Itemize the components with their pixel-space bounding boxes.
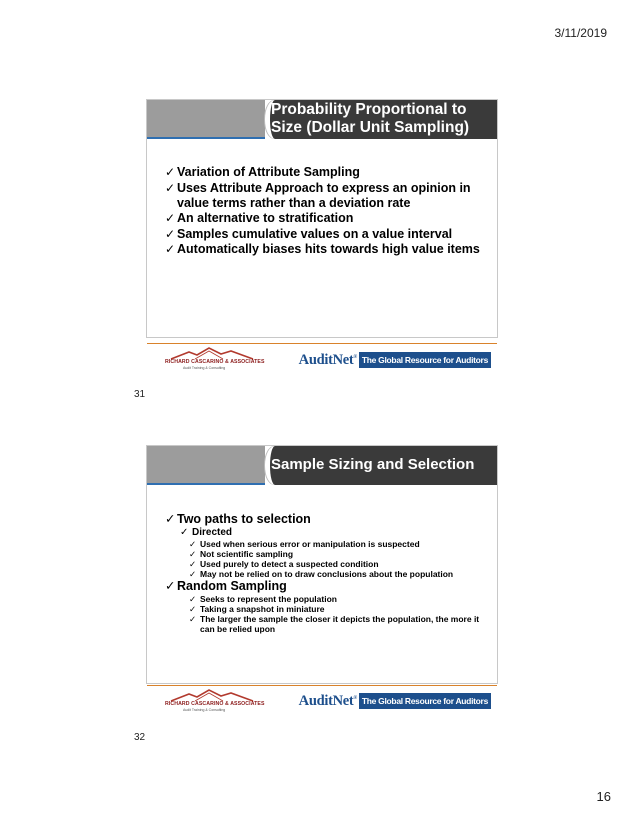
check-icon: ✓	[165, 226, 176, 241]
slide-31	[146, 99, 498, 370]
auditnet-logo	[299, 691, 491, 711]
auditnet-brand: AuditNet®	[298, 351, 357, 368]
cascarino-logo	[165, 688, 265, 714]
slide-number: 32	[134, 732, 146, 743]
slide-title: Probability Proportional to Size (Dollar Unit Sampling)	[271, 101, 470, 136]
check-icon: ✓	[165, 180, 176, 195]
page-number: 16	[596, 789, 611, 804]
check-icon: ✓	[180, 527, 189, 538]
print-date: 3/11/2019	[554, 26, 607, 40]
bullet-item: ✓ Samples cumulative values on a value interval	[165, 226, 453, 241]
check-icon: ✓	[189, 549, 197, 559]
check-icon: ✓	[189, 604, 197, 614]
bullet-item: ✓ Uses Attribute Approach to express an opinion in value terms rather than a deviation rate	[165, 180, 471, 210]
footer-divider	[147, 685, 497, 686]
logo-tagline: Audit Training & Consulting	[183, 366, 226, 370]
outline-item: ✓ Taking a snapshot in miniature	[189, 604, 325, 614]
outline-item: ✓ Used when serious error or manipulation is suspected	[189, 539, 420, 549]
outline-item: ✓ The larger the sample the closer it depicts the population, the more it can be relied upon	[189, 614, 480, 634]
auditnet-tagline: The Global Resource for Auditors	[359, 693, 491, 709]
bullet-list	[165, 165, 489, 258]
logo-tagline: Audit Training & Consulting	[183, 708, 226, 712]
footer-divider	[147, 343, 497, 344]
outline-item: ✓ Seeks to represent the population	[189, 594, 337, 604]
check-icon: ✓	[189, 594, 197, 604]
check-icon: ✓	[165, 165, 176, 179]
outline-item: ✓ Directed	[180, 527, 233, 538]
check-icon: ✓	[189, 539, 197, 549]
bullet-item: ✓ Variation of Attribute Sampling	[165, 165, 360, 179]
title-band-left	[147, 100, 265, 139]
outline-item: ✓ Not scientific sampling	[189, 549, 294, 559]
bullet-item: ✓ Automatically biases hits towards high value items	[165, 242, 480, 256]
outline-item: ✓ May not be relied on to draw conclusions about the population	[189, 569, 454, 579]
check-icon: ✓	[165, 512, 176, 526]
check-icon: ✓	[189, 569, 197, 579]
check-icon: ✓	[165, 211, 176, 225]
bullet-item: ✓ An alternative to stratification	[165, 211, 354, 225]
check-icon: ✓	[189, 559, 197, 569]
outline-item: ✓ Random Sampling	[165, 579, 287, 593]
slide-32	[146, 445, 498, 712]
auditnet-brand: AuditNet®	[298, 692, 357, 709]
check-icon: ✓	[165, 242, 176, 256]
title-band-left	[147, 446, 265, 485]
outline-item: ✓ Two paths to selection	[165, 512, 311, 526]
check-icon: ✓	[189, 614, 197, 624]
logo-name: RICHARD CASCARINO & ASSOCIATES	[165, 701, 265, 707]
mountain-logo-icon	[165, 346, 257, 360]
slide-title: Sample Sizing and Selection	[271, 456, 475, 473]
auditnet-tagline: The Global Resource for Auditors	[359, 352, 491, 368]
auditnet-logo	[299, 350, 491, 370]
logo-name: RICHARD CASCARINO & ASSOCIATES	[165, 359, 265, 365]
slide-number: 31	[134, 389, 146, 400]
check-icon: ✓	[165, 579, 176, 593]
outline-item: ✓ Used purely to detect a suspected condition	[189, 559, 379, 569]
outline-list	[165, 512, 489, 634]
cascarino-logo	[165, 346, 265, 372]
mountain-logo-icon	[165, 688, 257, 702]
